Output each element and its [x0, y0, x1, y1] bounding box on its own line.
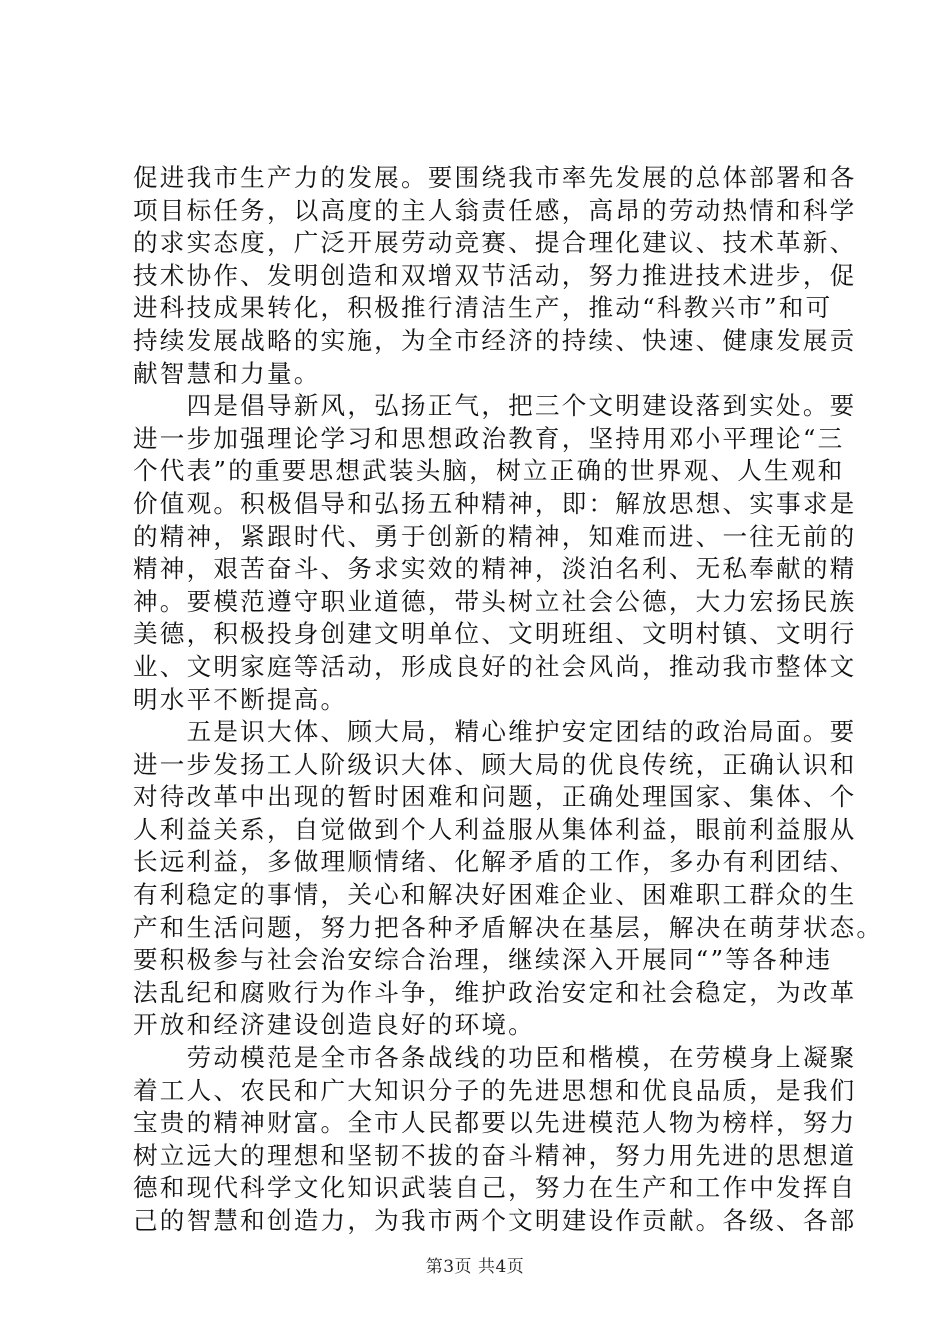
text-line: 长远利益，多做理顺情绪、化解矛盾的工作，多办有利团结、 [133, 847, 857, 877]
text-line: 德和现代科学文化知识武装自己，努力在生产和工作中发挥自 [133, 1173, 857, 1203]
text-line: 的求实态度，广泛开展劳动竞赛、提合理化建议、技术革新、 [133, 228, 857, 258]
text-line: 对待改革中出现的暂时困难和问题，正确处理国家、集体、个 [133, 782, 857, 812]
body-text [133, 162, 884, 1238]
text-line: 促进我市生产力的发展。要围绕我市率先发展的总体部署和各 [133, 163, 857, 192]
text-line: 献智慧和力量。 [133, 358, 321, 388]
page-number: 第3页 共4页 [425, 1257, 525, 1277]
text-line: 美德，积极投身创建文明单位、文明班组、文明村镇、文明行 [133, 619, 857, 649]
text-line: 五是识大体、顾大局，精心维护安定团结的政治局面。要 [133, 717, 857, 747]
text-line: 四是倡导新风，弘扬正气，把三个文明建设落到实处。要 [133, 391, 857, 421]
text-line: 己的智慧和创造力，为我市两个文明建设作贡献。各级、各部 [133, 1206, 857, 1235]
text-line: 精神，艰苦奋斗、务求实效的精神，淡泊名利、无私奉献的精 [133, 554, 857, 584]
text-line: 业、文明家庭等活动，形成良好的社会风尚，推动我市整体文 [133, 651, 857, 681]
text-line: 法乱纪和腐败行为作斗争，维护政治安定和社会稳定，为改革 [133, 977, 857, 1007]
text-line: 项目标任务，以高度的主人翁责任感，高昂的劳动热情和科学 [133, 195, 857, 225]
text-line: 产和生活问题，努力把各种矛盾解决在基层，解决在萌芽状态。 [133, 912, 884, 942]
text-line: 的精神，紧跟时代、勇于创新的精神，知难而进、一往无前的 [133, 521, 857, 551]
text-line: 宝贵的精神财富。全市人民都要以先进模范人物为榜样，努力 [133, 1108, 857, 1138]
text-line: 神。要模范遵守职业道德，带头树立社会公德，大力宏扬民族 [133, 586, 857, 616]
text-line: 要积极参与社会治安综合治理，继续深入开展同“”等各种违 [133, 945, 833, 975]
text-line: 明水平不断提高。 [133, 684, 348, 714]
text-line: 开放和经济建设创造良好的环境。 [133, 1010, 535, 1040]
text-line: 个代表”的重要思想武装头脑，树立正确的世界观、人生观和 [133, 456, 845, 486]
text-line: 进一步加强理论学习和思想政治教育，坚持用邓小平理论“三 [133, 423, 845, 453]
text-line: 持续发展战略的实施，为全市经济的持续、快速、健康发展贡 [133, 325, 857, 355]
text-line: 进一步发扬工人阶级识大体、顾大局的优良传统，正确认识和 [133, 749, 857, 779]
text-line: 价值观。积极倡导和弘扬五种精神，即：解放思想、实事求是 [133, 488, 857, 518]
text-line: 树立远大的理想和坚韧不拔的奋斗精神，努力用先进的思想道 [133, 1140, 857, 1170]
text-line: 技术协作、发明创造和双增双节活动，努力推进技术进步，促 [133, 260, 857, 290]
text-line: 着工人、农民和广大知识分子的先进思想和优良品质，是我们 [133, 1075, 857, 1105]
text-line: 人利益关系，自觉做到个人利益服从集体利益，眼前利益服从 [133, 814, 857, 844]
text-line: 有利稳定的事情，关心和解决好困难企业、困难职工群众的生 [133, 880, 857, 910]
text-line: 劳动模范是全市各条战线的功臣和楷模，在劳模身上凝聚 [133, 1043, 857, 1073]
text-line: 进科技成果转化，积极推行清洁生产，推动“科教兴市”和可 [133, 293, 833, 323]
